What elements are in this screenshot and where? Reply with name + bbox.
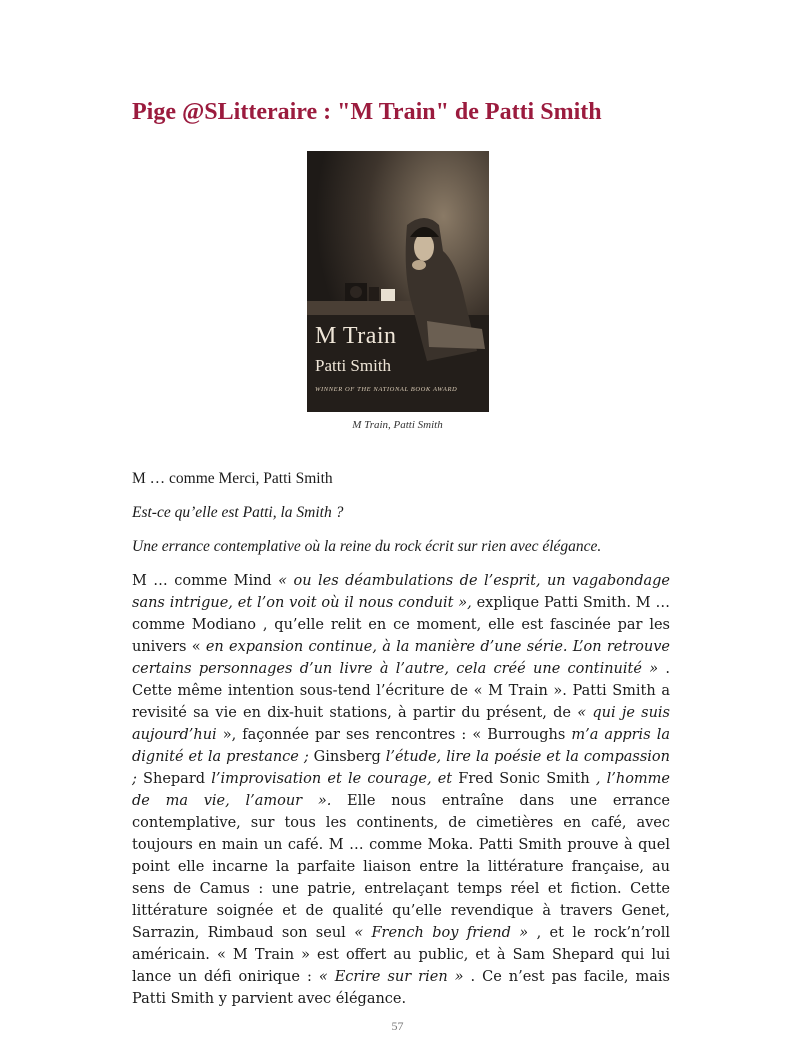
text-run: M … comme Mind: [132, 573, 279, 589]
article-body: [132, 468, 670, 1022]
quote-run: « qui je suis aujourd’hui: [132, 705, 670, 743]
article-title: Pige @SLitteraire : "M Train" de Patti Smith: [132, 99, 602, 125]
paragraph-subtitle: Une errance contemplative où la reine du rock écrit sur rien avec élégance.: [132, 538, 602, 555]
quote-run: m’a appris la dignité et la prestance ;: [132, 727, 670, 765]
quote-run: « ou les déambulations de l’esprit, un vagabondage sans intrigue, et l’on voit où il nous conduit »,: [132, 573, 670, 611]
image-caption: M Train, Patti Smith: [352, 419, 443, 431]
text-run: explique Patti Smith. M … comme Modiano , qu’elle relit en ce moment, elle est fascinée par les univers «: [132, 595, 670, 655]
text-run: Fred Sonic Smith: [452, 771, 596, 787]
quote-run: l’improvisation et le courage, et: [211, 771, 453, 787]
page-number: 57: [391, 1019, 404, 1033]
quote-run: , l’homme de ma vie, l’amour ».: [132, 771, 671, 809]
paragraph-main: [132, 570, 670, 1010]
text-run: , et le rock’n’roll américain. « M Train » est offert au public, et à Sam Shepard qui lui lance un défi onirique :: [132, 925, 670, 985]
paragraph-intro: M … comme Merci, Patti Smith: [132, 470, 333, 487]
text-run: . Cette même intention sous-tend l’écriture de « M Train ». Patti Smith a revisité sa vie en dix-huit stations, à partir du présent, de: [132, 661, 671, 721]
quote-run: l’étude, lire la poésie et la compassion ;: [132, 749, 670, 787]
quote-run: « Ecrire sur rien »: [318, 969, 464, 985]
cover-award-text: WINNER OF THE NATIONAL BOOK AWARD: [315, 386, 458, 393]
text-run: . Ce n’est pas facile, mais Patti Smith y parvient avec élégance.: [132, 969, 670, 1007]
text-run: Shepard: [136, 771, 212, 787]
text-run: Elle nous entraîne dans une errance contemplative, sur tous les continents, de cimetières en café, avec toujours en main un café. M … comme Moka. Patti Smith prouve à quel point elle incarne la parfaite liaison entre la littérature française, au sens de Camus : une patrie, entrelaçant temps réel et fiction. Cette littérature soignée et de qualité qu’elle revendique à travers Genet, Sarrazin, Rimbaud son seul: [132, 793, 670, 941]
paragraph-question: Est-ce qu’elle est Patti, la Smith ?: [132, 504, 344, 521]
text-run: Ginsberg: [308, 749, 386, 765]
book-cover-image: [307, 151, 489, 412]
text-run: », façonnée par ses rencontres : « Burroughs: [222, 727, 572, 743]
cover-author-text: Patti Smith: [315, 356, 392, 375]
quote-run: « French boy friend »: [354, 925, 537, 941]
quote-run: en expansion continue, à la manière d’une série. L’on retrouve certains personnages d’un livre à l’autre, cela créé une continuité »: [132, 639, 670, 677]
cover-title-text: M Train: [315, 323, 397, 349]
